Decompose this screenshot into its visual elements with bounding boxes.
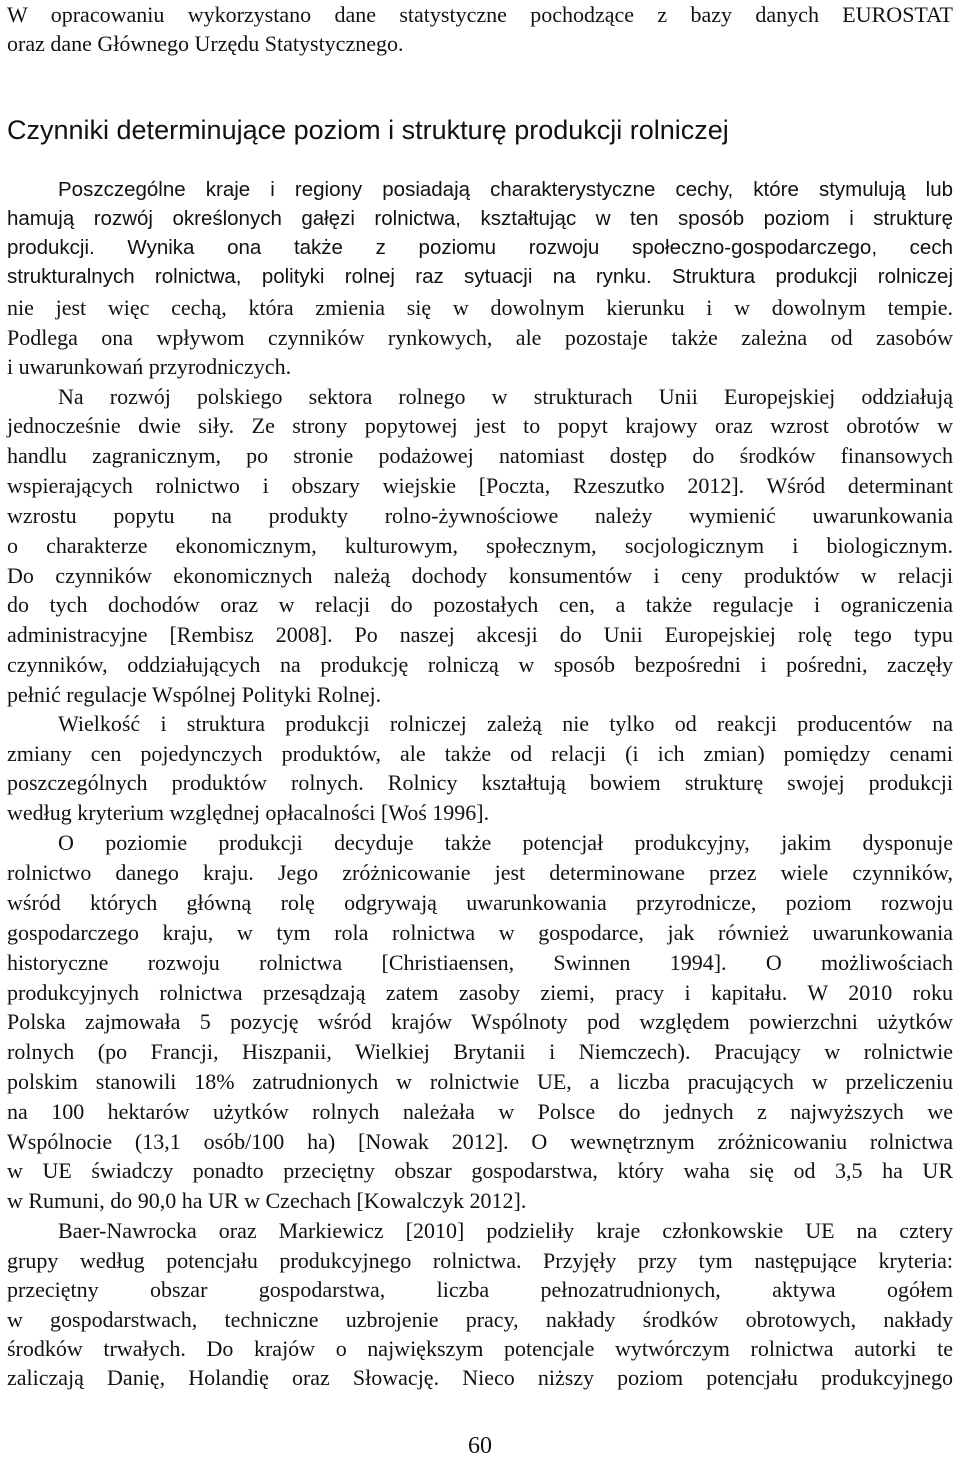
paragraph-1-line: nie jest więc cechą, która zmienia się w dowolnym kierunku i w dowolnym tempie.: [7, 295, 953, 320]
paragraph-4-line: w Rumuni, do 90,0 ha UR w Czechach [Kowalczyk 2012].: [7, 1188, 527, 1213]
paragraph-1-line: Poszczególne kraje i regiony posiadają charakterystyczne cechy, które stymulują lub: [58, 178, 953, 201]
paragraph-1-line: Podlega ona wpływom czynników rynkowych, ale pozostaje także zależna od zasobów: [7, 325, 953, 350]
intro-line: oraz dane Głównego Urzędu Statystycznego.: [7, 31, 404, 56]
paragraph-4-line: rolnictwo danego kraju. Jego zróżnicowanie jest determinowane przez wiele czynników,: [7, 860, 953, 885]
paragraph-4-line: historyczne rozwoju rolnictwa [Christiaensen, Swinnen 1994]. O możliwościach: [7, 950, 953, 975]
paragraph-5-line: w gospodarstwach, techniczne uzbrojenie pracy, nakłady środków obrotowych, nakłady: [7, 1307, 953, 1332]
paragraph-1-line: hamują rozwój określonych gałęzi rolnictwa, kształtując w ten sposób poziom i strukturę: [7, 207, 953, 230]
paragraph-2-line: czynników, oddziałujących na produkcję rolniczą w sposób bezpośredni i pośredni, zaczęły: [7, 652, 953, 677]
paragraph-3-line: poszczególnych produktów rolnych. Rolnicy kształtują bowiem strukturę swojej produkcji: [7, 770, 953, 795]
paragraph-2-line: Na rozwój polskiego sektora rolnego w strukturach Unii Europejskiej oddziałują: [58, 384, 953, 409]
intro-line: W opracowaniu wykorzystano dane statystyczne pochodzące z bazy danych EUROSTAT: [7, 2, 953, 27]
paragraph-2-line: do tych dochodów oraz w relacji do pozostałych cen, a także regulacje i ograniczenia: [7, 592, 953, 617]
paragraph-4-line: Wspólnocie (13,1 osób/100 ha) [Nowak 2012]. O wewnętrznym zróżnicowaniu rolnictwa: [7, 1129, 953, 1154]
paragraph-1-line: produkcji. Wynika ona także z poziomu rozwoju społeczno-gospodarczego, cech: [7, 236, 953, 259]
paragraph-5-line: środków trwałych. Do krajów o największym potencjale wytwórczym rolnictwa autorki te: [7, 1336, 953, 1361]
paragraph-4-line: wśród których główną rolę odgrywają uwarunkowania przyrodnicze, poziom rozwoju: [7, 890, 953, 915]
paragraph-2-line: handlu zagranicznym, po stronie podażowej natomiast dostęp do środków finansowych: [7, 443, 953, 468]
paragraph-1-line: i uwarunkowań przyrodniczych.: [7, 354, 292, 379]
paragraph-2-line: wspierających rolnictwo i obszary wiejskie [Poczta, Rzeszutko 2012]. Wśród determinant: [7, 473, 953, 498]
paragraph-5-line: grupy według potencjału produkcyjnego rolnictwa. Przyjęły przy tym następujące kryteria:: [7, 1248, 953, 1273]
paragraph-2-line: Do czynników ekonomicznych należą dochody konsumentów i ceny produktów w relacji: [7, 563, 953, 588]
paragraph-4-line: w UE świadczy ponadto przeciętny obszar gospodarstwa, który waha się od 3,5 ha UR: [7, 1158, 953, 1183]
paragraph-5-line: zaliczają Danię, Holandię oraz Słowację. Nieco niższy poziom potencjału produkcyjnego: [7, 1365, 953, 1390]
paragraph-1-line: strukturalnych rolnictwa, polityki rolnej raz sytuacji na rynku. Struktura produkcji rolniczej: [7, 265, 953, 288]
paragraph-2-line: administracyjne [Rembisz 2008]. Po naszej akcesji do Unii Europejskiej rolę tego typu: [7, 622, 953, 647]
paragraph-2-line: pełnić regulacje Wspólnej Polityki Rolnej.: [7, 682, 382, 707]
section-heading: Czynniki determinujące poziom i strukturę produkcji rolniczej: [7, 115, 729, 145]
paragraph-2-line: wzrostu popytu na produkty rolno-żywnościowe należy wymienić uwarunkowania: [7, 503, 953, 528]
paragraph-4-line: O poziomie produkcji decyduje także potencjał produkcyjny, jakim dysponuje: [58, 830, 953, 855]
paragraph-4-line: polskim stanowili 18% zatrudnionych w rolnictwie UE, a liczba pracujących w przeliczeniu: [7, 1069, 953, 1094]
paragraph-3-line: zmiany cen pojedynczych produktów, ale także od relacji (i ich zmian) pomiędzy cenami: [7, 741, 953, 766]
paragraph-2-line: jednocześnie dwie siły. Ze strony popytowej jest to popyt krajowy oraz wzrost obrotów w: [7, 413, 953, 438]
paragraph-2-line: o charakterze ekonomicznym, kulturowym, społecznym, socjologicznym i biologicznym.: [7, 533, 953, 558]
paragraph-4-line: rolnych (po Francji, Hiszpanii, Wielkiej Brytanii i Niemczech). Pracujący w rolnictwie: [7, 1039, 953, 1064]
paragraph-5-line: przeciętny obszar gospodarstwa, liczba pełnozatrudnionych, aktywa ogółem: [7, 1277, 953, 1302]
paragraph-4-line: gospodarczego kraju, w tym rola rolnictwa w gospodarce, jak również uwarunkowania: [7, 920, 953, 945]
paragraph-3-line: Wielkość i struktura produkcji rolniczej zależą nie tylko od reakcji producentów na: [58, 711, 953, 736]
paragraph-4-line: produkcyjnych rolnictwa przesądzają zatem zasoby ziemi, pracy i kapitału. W 2010 roku: [7, 980, 953, 1005]
paragraph-3-line: według kryterium względnej opłacalności [Woś 1996].: [7, 800, 490, 825]
paragraph-4-line: Polska zajmowała 5 pozycję wśród krajów Wspólnoty pod względem powierzchni użytków: [7, 1009, 953, 1034]
paragraph-4-line: na 100 hektarów użytków rolnych należała w Polsce do jednych z najwyższych we: [7, 1099, 953, 1124]
page-number: 60: [468, 1433, 492, 1459]
paragraph-5-line: Baer-Nawrocka oraz Markiewicz [2010] podzieliły kraje członkowskie UE na cztery: [58, 1218, 953, 1243]
